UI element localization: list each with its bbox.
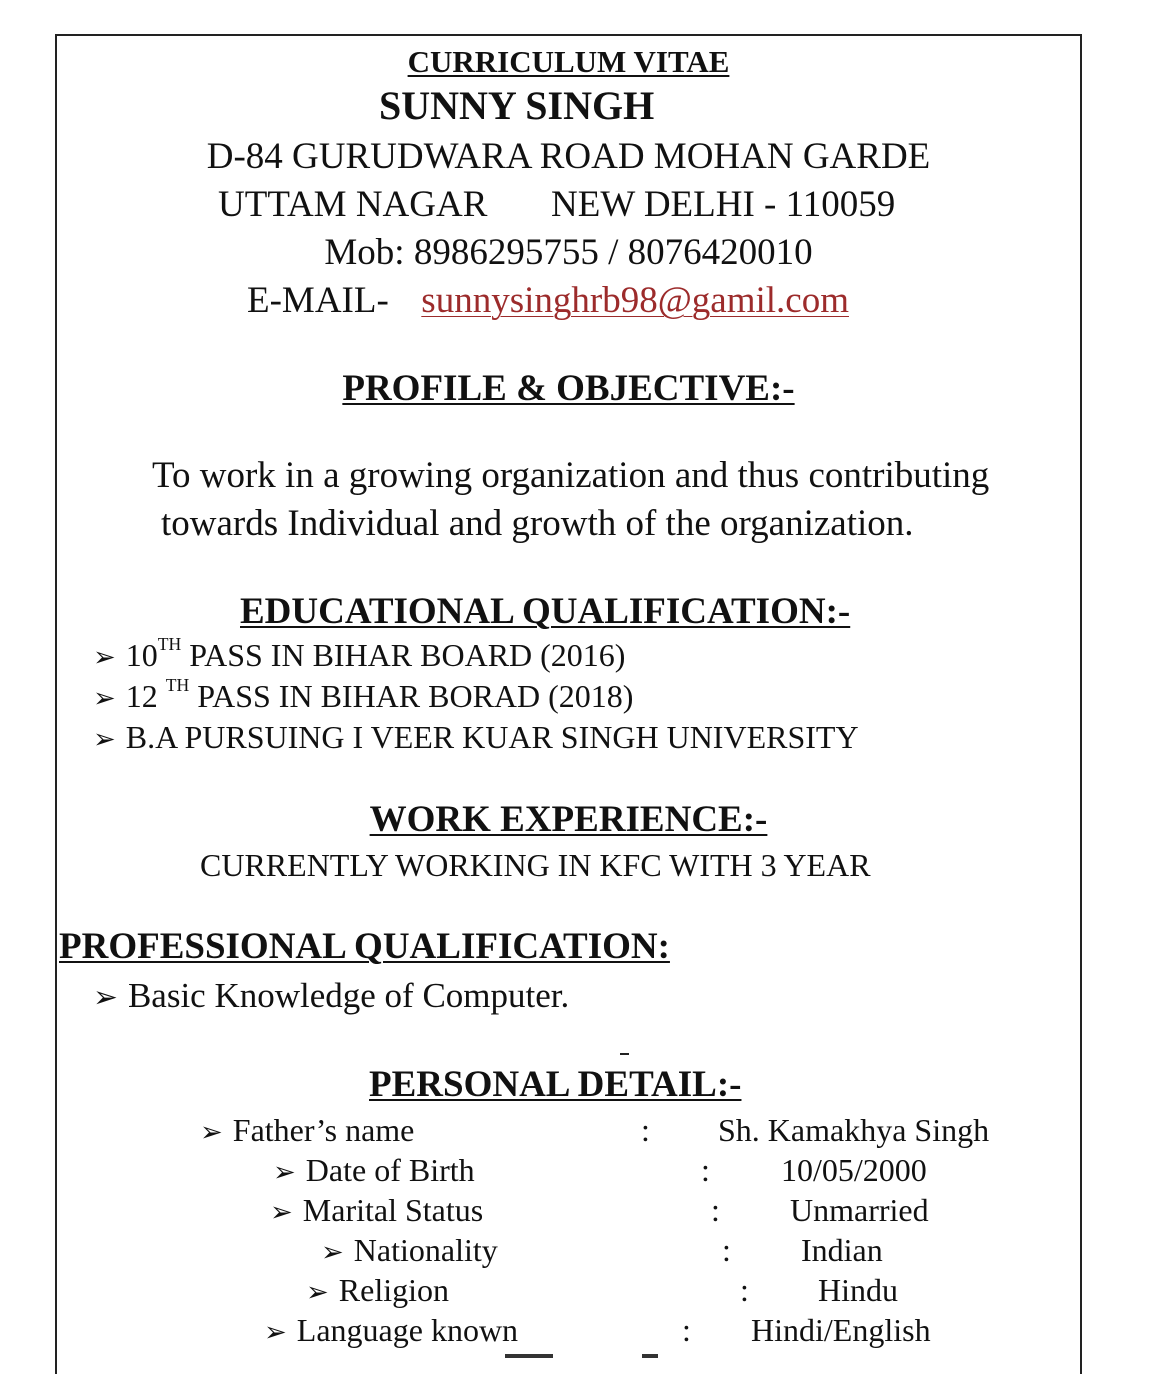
arrowhead-bullet-icon: ➢ bbox=[93, 642, 116, 673]
personal-row-label: ➢ Marital Status bbox=[270, 1192, 484, 1228]
arrowhead-bullet-icon: ➢ bbox=[93, 980, 118, 1015]
personal-row-value: Hindi/English bbox=[751, 1312, 931, 1348]
personal-row-separator: : bbox=[682, 1312, 691, 1348]
mobile-numbers: Mob: 8986295755 / 8076420010 bbox=[324, 232, 813, 273]
arrowhead-bullet-icon: ➢ bbox=[200, 1117, 223, 1148]
personal-row-separator: : bbox=[701, 1152, 710, 1188]
document-title: CURRICULUM VITAE bbox=[407, 44, 730, 79]
arrowhead-bullet-icon: ➢ bbox=[270, 1197, 293, 1228]
personal-row-label: ➢ Religion bbox=[306, 1272, 449, 1308]
education-item: ➢ B.A PURSUING I VEER KUAR SINGH UNIVERSITY bbox=[93, 719, 859, 755]
arrowhead-bullet-icon: ➢ bbox=[93, 683, 116, 714]
personal-row-separator: : bbox=[641, 1112, 650, 1148]
personal-row-value: Indian bbox=[801, 1232, 883, 1268]
personal-row-label: ➢ Language known bbox=[264, 1312, 519, 1348]
arrowhead-bullet-icon: ➢ bbox=[264, 1317, 287, 1348]
work-text: CURRENTLY WORKING IN KFC WITH 3 YEAR bbox=[200, 847, 871, 883]
email-label: E-MAIL- bbox=[247, 280, 389, 321]
education-item: ➢ 10TH PASS IN BIHAR BOARD (2016) bbox=[93, 634, 626, 673]
arrowhead-bullet-icon: ➢ bbox=[93, 724, 116, 755]
professional-heading: PROFESSIONAL QUALIFICATION: bbox=[59, 926, 670, 967]
personal-row-value: Sh. Kamakhya Singh bbox=[718, 1112, 990, 1148]
address-line-2-locality: UTTAM NAGAR bbox=[218, 184, 488, 225]
personal-row-separator: : bbox=[740, 1272, 749, 1308]
personal-row-value: 10/05/2000 bbox=[781, 1152, 927, 1188]
profile-text-line-2: towards Individual and growth of the organization. bbox=[161, 503, 914, 544]
cv-page bbox=[55, 34, 1082, 1374]
arrowhead-bullet-icon: ➢ bbox=[321, 1237, 344, 1268]
personal-row-label: ➢ Date of Birth bbox=[273, 1152, 475, 1188]
email-row bbox=[247, 282, 849, 319]
address-line-1: D-84 GURUDWARA ROAD MOHAN GARDE bbox=[206, 136, 931, 177]
address-line-2-city: NEW DELHI - 110059 bbox=[551, 184, 896, 225]
personal-row-label: ➢ Father’s name bbox=[200, 1112, 415, 1148]
personal-row-label: ➢ Nationality bbox=[321, 1232, 498, 1268]
personal-heading: PERSONAL DETAIL:- bbox=[369, 1064, 742, 1105]
email-link[interactable]: sunnysinghrb98@gamil.com bbox=[421, 280, 849, 321]
personal-row-separator: : bbox=[711, 1192, 720, 1228]
education-heading: EDUCATIONAL QUALIFICATION:- bbox=[240, 591, 851, 632]
work-heading: WORK EXPERIENCE:- bbox=[369, 799, 768, 840]
cut-off-text-fragment bbox=[642, 1354, 658, 1358]
cut-off-text-fragment bbox=[505, 1354, 553, 1358]
education-item: ➢ 12 $^{TH}$ PASS IN BIHAR BORAD (2018) bbox=[93, 675, 634, 714]
personal-row-separator: : bbox=[722, 1232, 731, 1268]
personal-row-value: Unmarried bbox=[790, 1192, 929, 1228]
personal-row-value: Hindu bbox=[818, 1272, 898, 1308]
candidate-name: SUNNY SINGH bbox=[379, 83, 655, 128]
professional-item: ➢ Basic Knowledge of Computer. bbox=[93, 976, 570, 1015]
profile-text-line-1: To work in a growing organization and thus contributing bbox=[152, 455, 990, 496]
arrowhead-bullet-icon: ➢ bbox=[273, 1157, 296, 1188]
profile-heading: PROFILE & OBJECTIVE:- bbox=[342, 368, 795, 409]
arrowhead-bullet-icon: ➢ bbox=[306, 1277, 329, 1308]
stray-dash-mark bbox=[620, 1053, 629, 1055]
